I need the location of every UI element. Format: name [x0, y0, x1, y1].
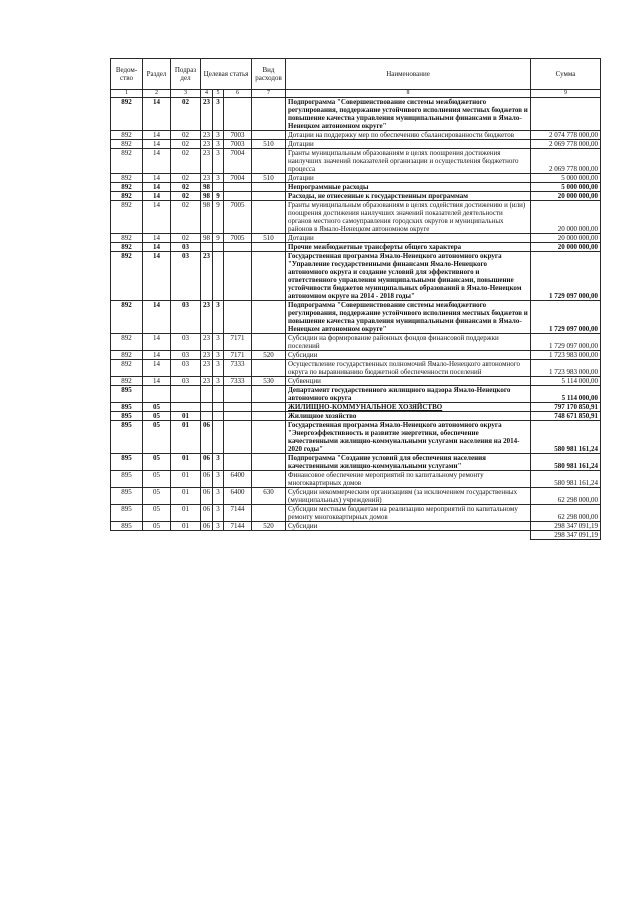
cell-summa: 20 000 000,00: [531, 234, 601, 243]
cell-vid-raskhodov: [252, 98, 286, 131]
cell-tselevaya-c: 7144: [224, 505, 252, 522]
cell-razdel: 14: [143, 98, 171, 131]
cell-tselevaya-a: 23: [201, 301, 213, 334]
cell-vid-raskhodov: [252, 454, 286, 471]
cell-tselevaya-b: 3: [213, 334, 224, 351]
cell-naimenovanie: Непрограммные расходы: [286, 183, 531, 192]
cell-podrazdel: 03: [171, 377, 201, 386]
cell-tselevaya-a: 06: [201, 505, 213, 522]
cell-summa: 748 671 850,91: [531, 412, 601, 421]
cell-podrazdel: [171, 403, 201, 412]
cell-podrazdel: 01: [171, 505, 201, 522]
cell-tselevaya-a: 23: [201, 351, 213, 360]
cell-tselevaya-c: 7333: [224, 360, 252, 377]
cell-tselevaya-b: 9: [213, 201, 224, 234]
cell-summa: 5 000 000,00: [531, 183, 601, 192]
cell-razdel: 14: [143, 243, 171, 252]
cell-vedomstvo: 892: [111, 234, 143, 243]
cell-tselevaya-b: 9: [213, 234, 224, 243]
col-number: 8: [286, 90, 531, 98]
cell-summa: 2 074 778 000,00: [531, 131, 601, 140]
table-row: [111, 301, 601, 334]
cell-vedomstvo: 895: [111, 522, 143, 531]
cell-tselevaya-b: 3: [213, 131, 224, 140]
cell-tselevaya-c: [224, 252, 252, 301]
cell-vid-raskhodov: 510: [252, 234, 286, 243]
col-number: 6: [224, 90, 252, 98]
cell-tselevaya-b: [213, 252, 224, 301]
cell-tselevaya-a: 06: [201, 471, 213, 488]
cell-vedomstvo: 895: [111, 471, 143, 488]
cell-tselevaya-b: 3: [213, 351, 224, 360]
cell-naimenovanie: Государственная программа Ямало-Ненецкого автономного округа "Управление государственными финансами Ямало-Ненецкого автономного округа и создание условий для эффективного и ответственного управления муниципальными финансами, повышение устойчивости бюджетов муниципальных образований в Ямало-Ненецком автономном округе на 2014 - 2018 годы": [286, 252, 531, 301]
cell-vedomstvo: 892: [111, 252, 143, 301]
cell-summa: 20 000 000,00: [531, 192, 601, 201]
cell-vedomstvo: 892: [111, 174, 143, 183]
cell-razdel: 05: [143, 403, 171, 412]
cell-summa: 580 981 161,24: [531, 454, 601, 471]
cell-razdel: 05: [143, 505, 171, 522]
cell-tselevaya-a: 98: [201, 183, 213, 192]
table-row: [111, 386, 601, 403]
cell-vid-raskhodov: [252, 334, 286, 351]
cell-vid-raskhodov: [252, 360, 286, 377]
cell-vid-raskhodov: 630: [252, 488, 286, 505]
cell-podrazdel: 02: [171, 98, 201, 131]
cell-razdel: 05: [143, 454, 171, 471]
cell-vid-raskhodov: [252, 301, 286, 334]
cell-summa: 5 000 000,00: [531, 174, 601, 183]
cell-razdel: 05: [143, 488, 171, 505]
cell-tselevaya-c: [224, 98, 252, 131]
table-row: [111, 140, 601, 149]
table-row: [111, 377, 601, 386]
cell-naimenovanie: Расходы, не отнесенные к государственным программам: [286, 192, 531, 201]
header-naimenovanie: Наименование: [286, 59, 531, 90]
cell-tselevaya-a: 06: [201, 454, 213, 471]
cell-tselevaya-b: [213, 421, 224, 454]
cell-summa: 1 723 983 000,00: [531, 360, 601, 377]
cell-tselevaya-b: [213, 412, 224, 421]
cell-tselevaya-a: 06: [201, 488, 213, 505]
cell-naimenovanie: Дотации на поддержку мер по обеспечению сбалансированности бюджетов: [286, 131, 531, 140]
cell-naimenovanie: Субсидии местным бюджетам на реализацию мероприятий по капитальному ремонту многоквартирных домов: [286, 505, 531, 522]
cell-razdel: 05: [143, 471, 171, 488]
table-row: [111, 149, 601, 174]
header-vid-raskhodov: Вид расходов: [252, 59, 286, 90]
cell-vedomstvo: 892: [111, 149, 143, 174]
cell-vid-raskhodov: [252, 243, 286, 252]
cell-razdel: 14: [143, 252, 171, 301]
cell-naimenovanie: Гранты муниципальным образованиям в целях содействия достижению и (или) поощрения достижения наилучших значений показателей деятельности органов местного самоуправления городских округов и муниципальных районов в Ямало-Ненецком автономном округе: [286, 201, 531, 234]
cell-summa: 797 170 850,91: [531, 403, 601, 412]
cell-vedomstvo: 892: [111, 201, 143, 234]
table-row: [111, 454, 601, 471]
cell-podrazdel: 02: [171, 183, 201, 192]
col-number: 3: [171, 90, 201, 98]
cell-tselevaya-a: 23: [201, 377, 213, 386]
cell-tselevaya-b: 3: [213, 471, 224, 488]
cell-tselevaya-c: [224, 386, 252, 403]
cell-podrazdel: 01: [171, 471, 201, 488]
table-row: [111, 243, 601, 252]
cell-podrazdel: 03: [171, 351, 201, 360]
cell-summa: 1 723 983 000,00: [531, 351, 601, 360]
cell-razdel: 14: [143, 360, 171, 377]
cell-tselevaya-a: 23: [201, 140, 213, 149]
cell-summa: 20 000 000,00: [531, 201, 601, 234]
col-number: 2: [143, 90, 171, 98]
cell-vid-raskhodov: [252, 192, 286, 201]
cell-razdel: 05: [143, 421, 171, 454]
cell-summa: 1 729 097 000,00: [531, 301, 601, 334]
cell-summa: 298 347 091,19: [531, 522, 601, 531]
cell-podrazdel: 01: [171, 412, 201, 421]
cell-naimenovanie: ЖИЛИЩНО-КОММУНАЛЬНОЕ ХОЗЯЙСТВО: [286, 403, 531, 412]
cell-vedomstvo: 895: [111, 505, 143, 522]
cell-podrazdel: 03: [171, 301, 201, 334]
budget-table: [110, 58, 601, 540]
cell-tselevaya-c: [224, 183, 252, 192]
cell-vid-raskhodov: [252, 386, 286, 403]
cell-summa: 580 981 161,24: [531, 471, 601, 488]
header-summa: Сумма: [531, 59, 601, 90]
cell-tselevaya-a: [201, 403, 213, 412]
table-row: [111, 252, 601, 301]
cell-naimenovanie: Субсидии: [286, 351, 531, 360]
cell-vedomstvo: 892: [111, 243, 143, 252]
budget-table-body: [111, 98, 601, 531]
cell-summa: [531, 98, 601, 131]
header-tselevaya-statya: Целевая статья: [201, 59, 252, 90]
cell-podrazdel: 01: [171, 522, 201, 531]
cell-vid-raskhodov: [252, 471, 286, 488]
cell-tselevaya-a: 23: [201, 252, 213, 301]
cell-tselevaya-a: 06: [201, 421, 213, 454]
cell-tselevaya-c: 7004: [224, 174, 252, 183]
cell-tselevaya-c: 7004: [224, 149, 252, 174]
cell-razdel: 14: [143, 174, 171, 183]
cell-razdel: 14: [143, 234, 171, 243]
cell-tselevaya-b: 9: [213, 192, 224, 201]
cell-summa: 1 729 097 000,00: [531, 252, 601, 301]
cell-tselevaya-a: [201, 243, 213, 252]
table-row: [111, 360, 601, 377]
cell-naimenovanie: Субвенции: [286, 377, 531, 386]
cell-tselevaya-b: 3: [213, 377, 224, 386]
table-row: [111, 131, 601, 140]
cell-tselevaya-b: 3: [213, 505, 224, 522]
cell-naimenovanie: Департамент государственного жилищного надзора Ямало-Ненецкого автономного округа: [286, 386, 531, 403]
cell-naimenovanie: Субсидии на формирование районных фондов финансовой поддержки поселений: [286, 334, 531, 351]
cell-tselevaya-c: 7333: [224, 377, 252, 386]
col-number: 7: [252, 90, 286, 98]
cell-vedomstvo: 892: [111, 301, 143, 334]
cell-vedomstvo: 892: [111, 360, 143, 377]
cell-vedomstvo: 892: [111, 351, 143, 360]
cell-vedomstvo: 895: [111, 412, 143, 421]
col-number: 4: [201, 90, 213, 98]
cell-podrazdel: 01: [171, 421, 201, 454]
table-row: [111, 421, 601, 454]
cell-tselevaya-a: 23: [201, 360, 213, 377]
cell-podrazdel: 02: [171, 174, 201, 183]
col-number: 5: [213, 90, 224, 98]
cell-tselevaya-b: 3: [213, 98, 224, 131]
cell-vid-raskhodov: 520: [252, 351, 286, 360]
cell-vid-raskhodov: [252, 505, 286, 522]
cell-tselevaya-b: 3: [213, 454, 224, 471]
cell-vid-raskhodov: 510: [252, 140, 286, 149]
trailing-sum-row: [111, 531, 601, 540]
cell-summa: 5 114 000,00: [531, 386, 601, 403]
cell-naimenovanie: Дотации: [286, 140, 531, 149]
cell-vid-raskhodov: [252, 149, 286, 174]
cell-vid-raskhodov: [252, 421, 286, 454]
cell-tselevaya-c: [224, 301, 252, 334]
header-razdel: Раздел: [143, 59, 171, 90]
cell-tselevaya-c: 7005: [224, 234, 252, 243]
cell-tselevaya-c: 7171: [224, 351, 252, 360]
cell-tselevaya-c: [224, 403, 252, 412]
table-row: [111, 488, 601, 505]
table-row: [111, 522, 601, 531]
trailing-sum: 298 347 091,19: [531, 531, 601, 540]
cell-tselevaya-c: 7005: [224, 201, 252, 234]
cell-razdel: 14: [143, 140, 171, 149]
cell-vedomstvo: 895: [111, 403, 143, 412]
cell-tselevaya-a: [201, 412, 213, 421]
cell-tselevaya-a: 98: [201, 201, 213, 234]
budget-table-sheet: [110, 58, 600, 540]
cell-podrazdel: 03: [171, 334, 201, 351]
cell-summa: 2 069 778 000,00: [531, 149, 601, 174]
cell-tselevaya-c: [224, 412, 252, 421]
cell-tselevaya-a: 98: [201, 192, 213, 201]
cell-vid-raskhodov: [252, 252, 286, 301]
cell-vid-raskhodov: 520: [252, 522, 286, 531]
cell-tselevaya-c: 7003: [224, 140, 252, 149]
header-row: [111, 59, 601, 90]
cell-tselevaya-b: 3: [213, 149, 224, 174]
cell-tselevaya-c: 6400: [224, 471, 252, 488]
cell-tselevaya-c: [224, 192, 252, 201]
cell-naimenovanie: Осуществление государственных полномочий Ямало-Ненецкого автономного округа по выравниванию бюджетной обеспеченности поселений: [286, 360, 531, 377]
cell-vid-raskhodov: [252, 201, 286, 234]
cell-vedomstvo: 895: [111, 386, 143, 403]
cell-razdel: 05: [143, 522, 171, 531]
cell-naimenovanie: Подпрограмма "Создание условий для обеспечения населения качественными жилищно-коммунальными услугами": [286, 454, 531, 471]
cell-summa: 580 981 161,24: [531, 421, 601, 454]
cell-naimenovanie: Субсидии некоммерческим организациям (за исключением государственных (муниципальных) учреждений): [286, 488, 531, 505]
cell-tselevaya-a: 23: [201, 149, 213, 174]
cell-podrazdel: 01: [171, 454, 201, 471]
cell-vedomstvo: 892: [111, 334, 143, 351]
cell-podrazdel: [171, 386, 201, 403]
cell-tselevaya-a: [201, 386, 213, 403]
cell-vid-raskhodov: 530: [252, 377, 286, 386]
cell-razdel: 14: [143, 201, 171, 234]
cell-razdel: 14: [143, 149, 171, 174]
cell-vedomstvo: 892: [111, 140, 143, 149]
cell-vid-raskhodov: [252, 412, 286, 421]
col-number: 9: [531, 90, 601, 98]
cell-naimenovanie: Прочие межбюджетные трансферты общего характера: [286, 243, 531, 252]
table-row: [111, 201, 601, 234]
cell-razdel: 14: [143, 334, 171, 351]
cell-podrazdel: 02: [171, 140, 201, 149]
cell-vid-raskhodov: 510: [252, 174, 286, 183]
cell-razdel: 14: [143, 301, 171, 334]
cell-naimenovanie: Финансовое обеспечение мероприятий по капитальному ремонту многоквартирных домов: [286, 471, 531, 488]
cell-vid-raskhodov: [252, 403, 286, 412]
cell-vid-raskhodov: [252, 131, 286, 140]
cell-tselevaya-a: 23: [201, 131, 213, 140]
table-row: [111, 505, 601, 522]
cell-naimenovanie: Дотации: [286, 234, 531, 243]
column-number-row: [111, 90, 601, 98]
cell-podrazdel: 02: [171, 192, 201, 201]
cell-naimenovanie: Гранты муниципальным образованиям в целях поощрения достижения наилучших значений показателей организации и осуществления бюджетного процесса: [286, 149, 531, 174]
table-row: [111, 403, 601, 412]
cell-naimenovanie: Подпрограмма "Совершенствование системы межбюджетного регулирования, поддержание устойчивого исполнения местных бюджетов и повышение качества управления муниципальными финансами в Ямало-Ненецком автономном округе": [286, 98, 531, 131]
cell-tselevaya-c: 7171: [224, 334, 252, 351]
cell-tselevaya-b: [213, 243, 224, 252]
cell-summa: 5 114 000,00: [531, 377, 601, 386]
cell-podrazdel: 03: [171, 360, 201, 377]
cell-razdel: 14: [143, 183, 171, 192]
cell-tselevaya-c: 7003: [224, 131, 252, 140]
cell-tselevaya-c: 7144: [224, 522, 252, 531]
cell-tselevaya-b: 3: [213, 360, 224, 377]
cell-vedomstvo: 892: [111, 183, 143, 192]
cell-tselevaya-c: [224, 421, 252, 454]
cell-tselevaya-b: [213, 183, 224, 192]
cell-vid-raskhodov: [252, 183, 286, 192]
table-row: [111, 183, 601, 192]
cell-naimenovanie: Дотации: [286, 174, 531, 183]
cell-razdel: 14: [143, 131, 171, 140]
table-row: [111, 174, 601, 183]
table-row: [111, 471, 601, 488]
cell-tselevaya-a: 23: [201, 98, 213, 131]
cell-tselevaya-b: 3: [213, 522, 224, 531]
cell-tselevaya-b: 3: [213, 174, 224, 183]
cell-summa: 62 298 000,00: [531, 505, 601, 522]
cell-vedomstvo: 892: [111, 192, 143, 201]
cell-summa: 20 000 000,00: [531, 243, 601, 252]
cell-razdel: 14: [143, 351, 171, 360]
col-number: 1: [111, 90, 143, 98]
cell-tselevaya-c: 6400: [224, 488, 252, 505]
cell-razdel: 14: [143, 192, 171, 201]
table-row: [111, 234, 601, 243]
cell-podrazdel: 02: [171, 201, 201, 234]
header-vedomstvo: Ведом-ство: [111, 59, 143, 90]
cell-tselevaya-a: 98: [201, 234, 213, 243]
cell-vedomstvo: 895: [111, 454, 143, 471]
table-row: [111, 334, 601, 351]
cell-naimenovanie: Подпрограмма "Совершенствование системы межбюджетного регулирования, поддержание устойчивого исполнения местных бюджетов и повышение качества управления муниципальными финансами в Ямало-Ненецком автономном округе": [286, 301, 531, 334]
cell-podrazdel: 01: [171, 488, 201, 505]
cell-naimenovanie: Жилищное хозяйство: [286, 412, 531, 421]
cell-summa: 1 729 097 000,00: [531, 334, 601, 351]
cell-vedomstvo: 892: [111, 131, 143, 140]
table-row: [111, 351, 601, 360]
cell-summa: 62 298 000,00: [531, 488, 601, 505]
cell-razdel: [143, 386, 171, 403]
cell-vedomstvo: 892: [111, 377, 143, 386]
cell-podrazdel: 03: [171, 243, 201, 252]
cell-tselevaya-b: [213, 403, 224, 412]
cell-tselevaya-a: 06: [201, 522, 213, 531]
cell-tselevaya-b: 3: [213, 301, 224, 334]
cell-podrazdel: 02: [171, 149, 201, 174]
cell-podrazdel: 02: [171, 234, 201, 243]
table-row: [111, 412, 601, 421]
cell-vedomstvo: 895: [111, 488, 143, 505]
cell-tselevaya-c: [224, 454, 252, 471]
cell-podrazdel: 03: [171, 252, 201, 301]
header-podrazdel: Подраз дел: [171, 59, 201, 90]
cell-tselevaya-b: 3: [213, 488, 224, 505]
cell-tselevaya-a: 23: [201, 174, 213, 183]
table-row: [111, 192, 601, 201]
cell-tselevaya-a: 23: [201, 334, 213, 351]
cell-tselevaya-c: [224, 243, 252, 252]
cell-podrazdel: 02: [171, 131, 201, 140]
cell-razdel: 14: [143, 377, 171, 386]
cell-tselevaya-b: [213, 386, 224, 403]
cell-naimenovanie: Государственная программа Ямало-Ненецкого автономного округа "Энергоэффективность и развитие энергетики, обеспечение качественными жилищно-коммунальными услугами населения на 2014-2020 годы": [286, 421, 531, 454]
cell-summa: 2 069 778 000,00: [531, 140, 601, 149]
table-row: [111, 98, 601, 131]
cell-vedomstvo: 892: [111, 98, 143, 131]
cell-razdel: 05: [143, 412, 171, 421]
cell-vedomstvo: 895: [111, 421, 143, 454]
cell-tselevaya-b: 3: [213, 140, 224, 149]
cell-naimenovanie: Субсидии: [286, 522, 531, 531]
